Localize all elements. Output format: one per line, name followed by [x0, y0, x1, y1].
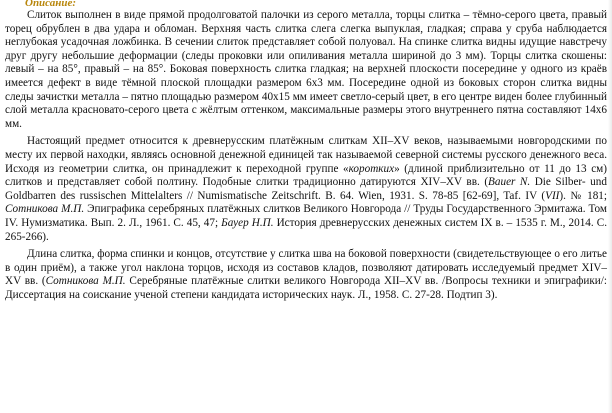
paragraph-segment: Слиток выполнен в виде прямой продолговатой палочки из серого металла, торцы слитка – тёмно-серого цвета, правый торец обрублен в два удара и обломан. Верхняя часть слитка слега слегка выпуклая, гладкая; справа у сруба наблюдается неглубокая усадочная ложбинка. В сечении слиток представляет собой полуовал. На спинке слитка видны идущие навстречу друг другу небольшие деформации (следы проковки или опиливания металла шириной до 3 мм). Торцы слитка скошены: левый – на 85°, правый – на 85°. Боковая поверхность слитка гладкая; на верхней плоскости посередине у одного из краёв имеется дефект в виде тёмной плоской площадки размером 6х3 мм. Посередине одной из боковых сторон слитка видны следы зачистки металла – пятно площадью размером 40х15 мм имеет светло-серый цвет, в его центре виден более глубинный слой металла красновато-серого цвета с жёлтым оттенком, максимальные размеры этого внутреннего пятна составляют 14х6 мм. — [5, 9, 607, 130]
paragraph-dating — [5, 248, 607, 302]
paragraph-segment: » (длиной приблизительно от 11 до 13 см) слитков и представляет собой полтину. Подобные слитки традиционно датируются XIV–XV вв. ( — [5, 162, 607, 189]
italic-term: коротких — [348, 162, 395, 175]
section-heading-fragment: Описание: — [25, 0, 77, 8]
paragraph-segment: ). № 181; — [559, 189, 607, 202]
paragraph-segment: Эпиграфика серебряных платёжных слитков Великого Новгорода // Труды Государственного Эрмитажа. Том IV. Нумизматика. Вып. 2. Л., 1961. С. 45, 47; — [5, 203, 607, 229]
paragraph-segment: Длина слитка, форма спинки и концов, отсутствие у слитка шва на боковой поверхности (свидетельствующее о его литье в один приём), а также угол наклона торцов, исходя из составов кладов, позволяют датировать исследуемый предмет XIV–XV вв. ( — [5, 248, 607, 288]
paragraph-attribution — [5, 135, 607, 244]
scan-edge-shadow — [608, 0, 612, 413]
paragraph-description — [5, 9, 607, 131]
citation-author: Бауер Н.П. — [221, 216, 274, 229]
paragraph-segment: История древнерусских денежных систем IX в. – 1535 г. М., 2014. С. 265-266). — [5, 216, 608, 243]
paragraph-segment: Серебряные платёжные слитки великого Новгорода XII–XV вв. /Вопросы техники и эпиграфики/: Диссертация на соискание ученой степени кандидата исторических наук. Л., 1958. С. 27-28. Подтип 3). — [5, 275, 607, 301]
citation-author: Сотникова М.П. — [45, 275, 126, 288]
citation-author: Сотникова М.П. — [5, 203, 85, 216]
paragraph-segment: Die Silber- und Goldbarren des russischen Mittelalters // Numismatische Zeitschrift. B. 64. Wien, 1931. S. 78-85 [62-69], Taf. IV ( — [5, 176, 607, 202]
citation-author: Bauer N. — [488, 176, 531, 189]
paragraph-segment: Настоящий предмет относится к древнерусским платёжным слиткам XII–XV веков, называемыми новгородскими по месту их первой находки, являясь основной денежной единицей так называемой северной системы русского денежного веса. Исходя из геометрии слитка, он принадлежит к переходной группе « — [5, 135, 607, 175]
italic-numeral: VII — [545, 189, 560, 202]
